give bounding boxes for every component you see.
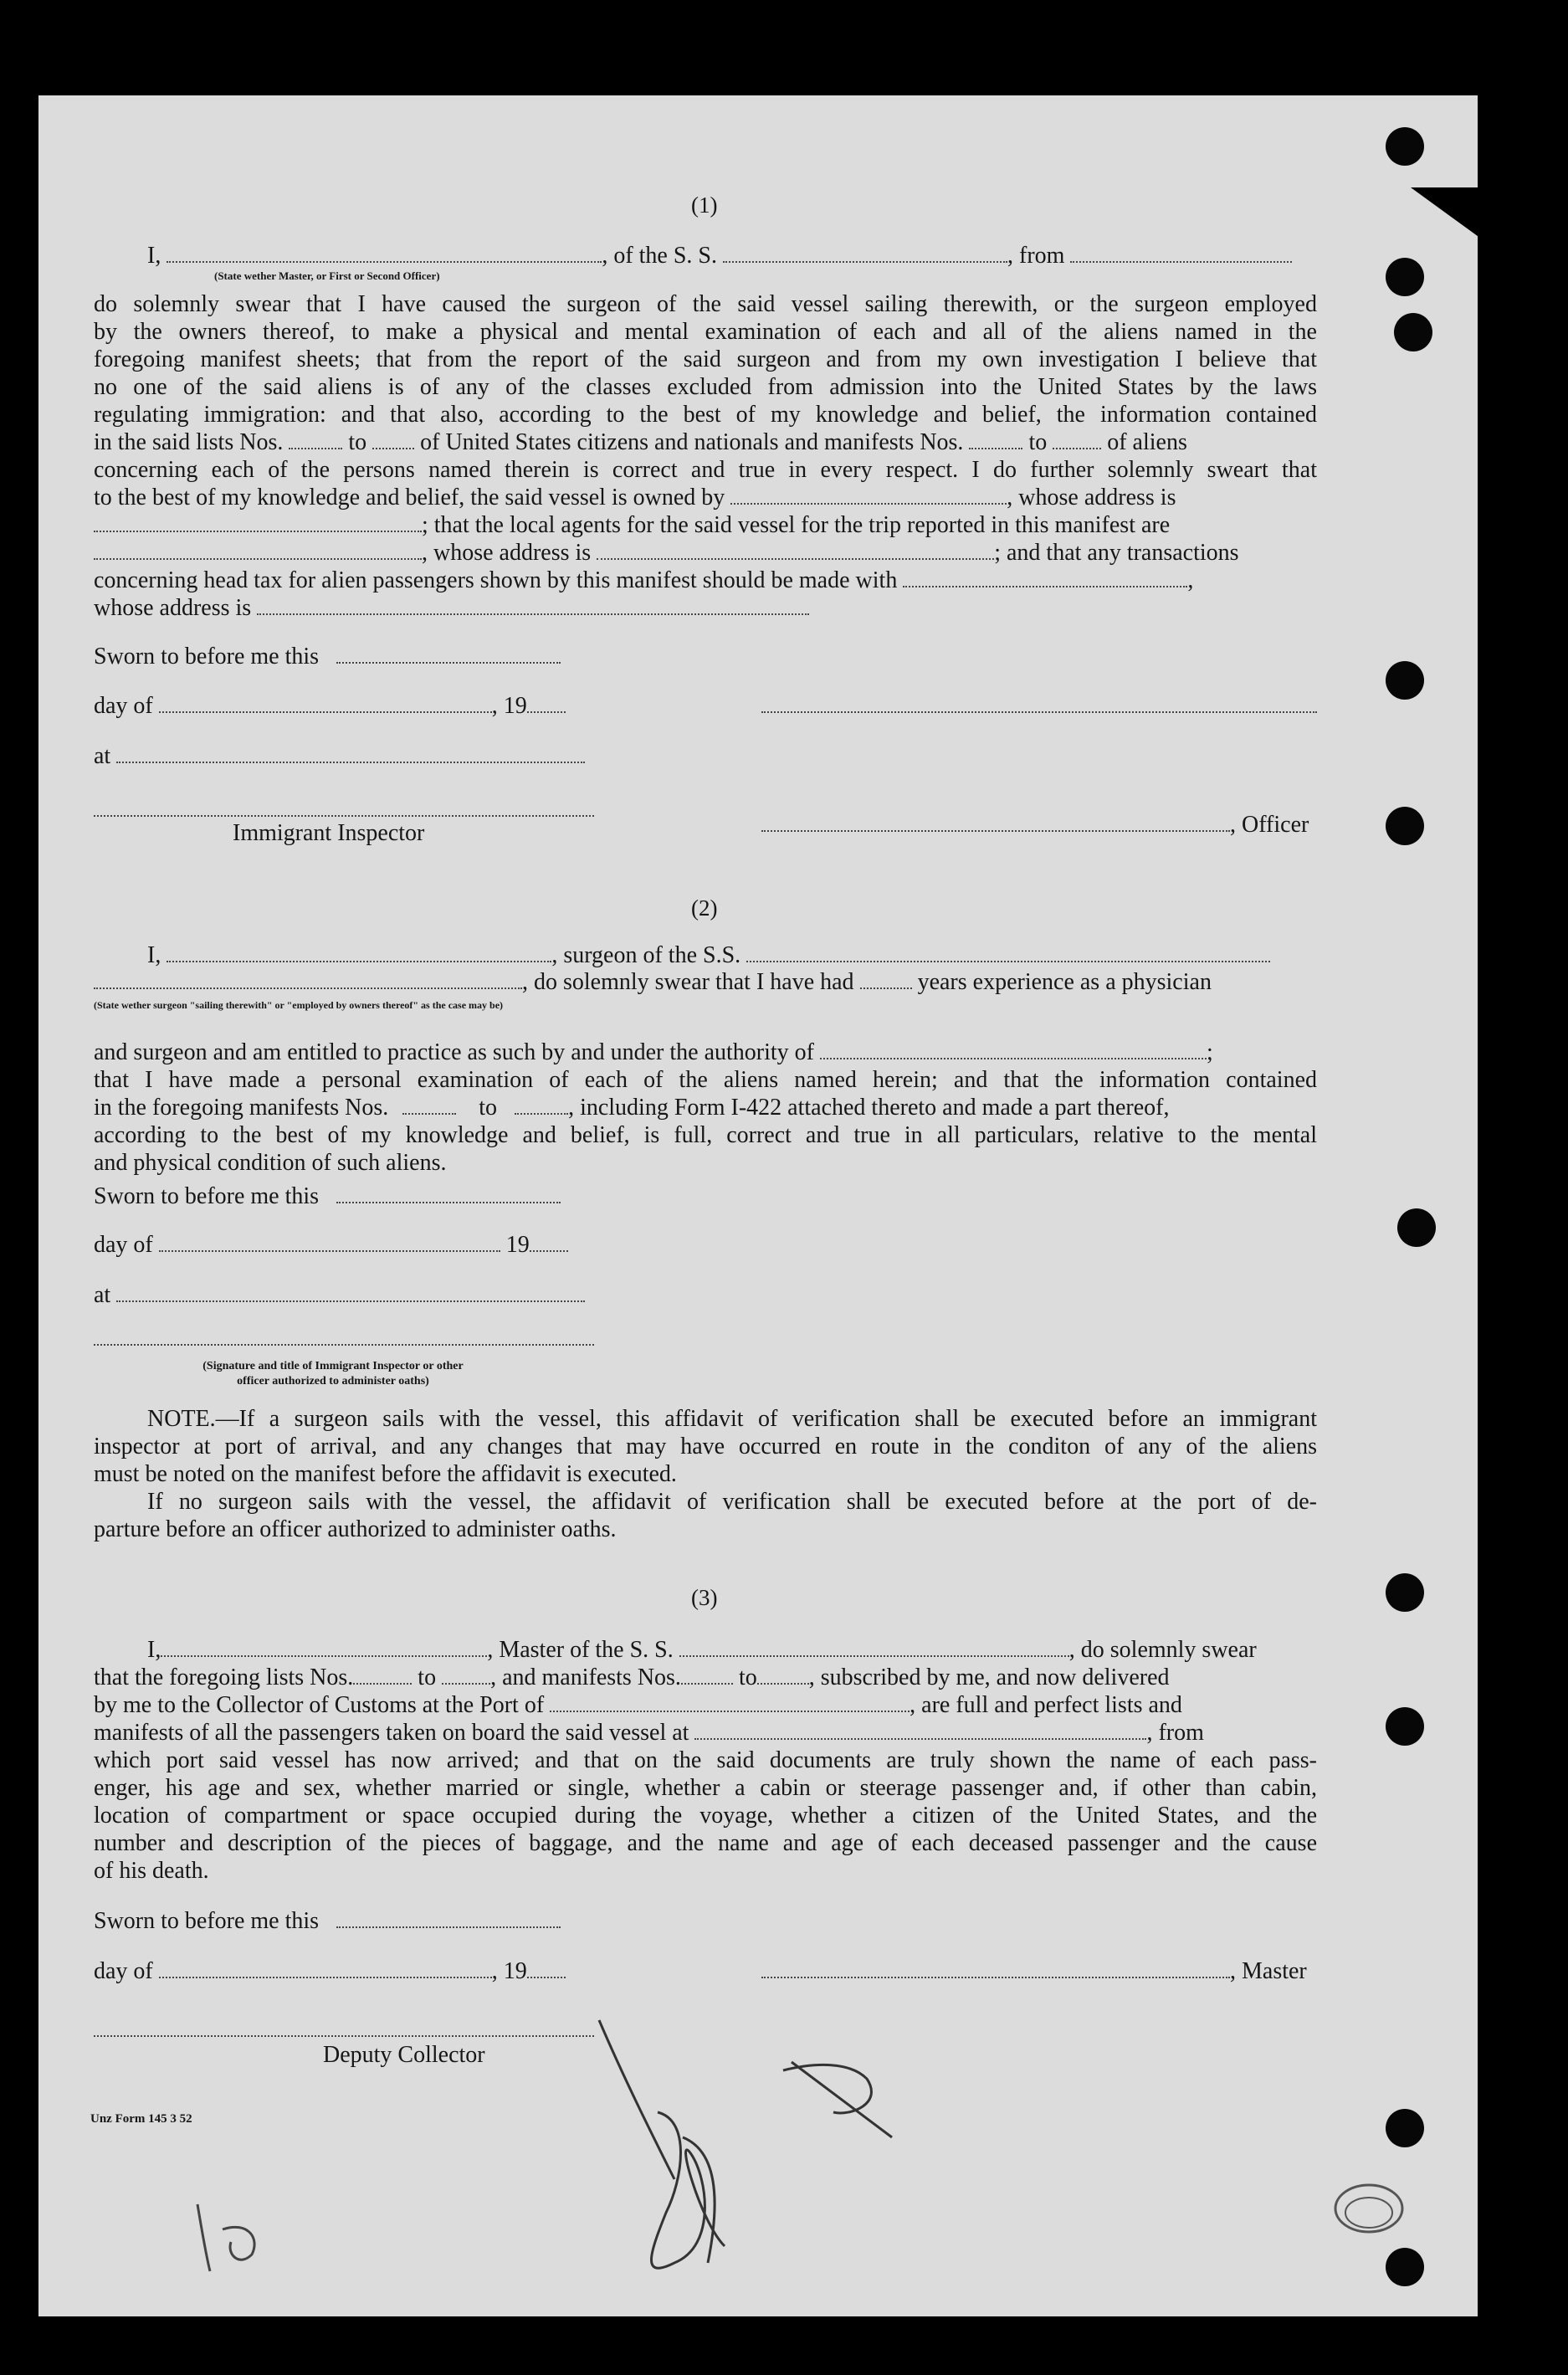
- officer-type-note: (State wether Master, or First or Second Officer): [214, 269, 440, 282]
- body-line: location of compartment or space occupied during the voyage, whether a citizen of the United States, and the: [94, 1803, 1317, 1829]
- year-blank[interactable]: [527, 693, 566, 713]
- master-vessel-blank[interactable]: [679, 1637, 1069, 1657]
- signature-note-line: officer authorized to administer oaths): [237, 1375, 429, 1388]
- text-year: , 19: [491, 693, 527, 719]
- text-to: to: [738, 1665, 757, 1690]
- head-tax-blank[interactable]: [903, 567, 1187, 587]
- text-to: to: [1028, 429, 1048, 455]
- signature-note: [157, 1359, 509, 1389]
- years-experience-line: [94, 969, 1212, 996]
- inspector-signature-blank[interactable]: [94, 797, 594, 817]
- manifest-to-blank[interactable]: [757, 1665, 809, 1685]
- folded-corner: [1411, 187, 1478, 254]
- text-at: at: [94, 743, 111, 769]
- officer-signature-blank[interactable]: [761, 693, 1317, 713]
- list-from-blank[interactable]: [353, 1665, 412, 1685]
- section-1-number: (1): [691, 192, 718, 218]
- body-line: according to the best of my knowledge and belief, is full, correct and true in all particulars, relative to the mental: [94, 1122, 1317, 1148]
- text-transactions: ; and that any transactions: [994, 540, 1239, 566]
- agents-address-blank[interactable]: [597, 540, 994, 560]
- master-line: [147, 1637, 1257, 1664]
- section-1-line-1: [147, 243, 1292, 269]
- text-of-ss: , of the S. S.: [602, 243, 718, 269]
- day-of-line-2: [94, 1232, 568, 1259]
- text-comma: ,: [1187, 567, 1194, 593]
- officer-name-blank[interactable]: [167, 243, 602, 263]
- manifest-from-blank[interactable]: [402, 1095, 456, 1115]
- body-line: enger, his age and sex, whether married or single, whether a cabin or steerage passenger and, if other than cabin,: [94, 1775, 1317, 1801]
- concerning-line: concerning each of the persons named therein is correct and true in every respect. I do further solemnly sweart that: [94, 457, 1317, 483]
- text-taken-on-board: manifests of all the passengers taken on board the said vessel at: [94, 1720, 689, 1746]
- sworn-line-1: [94, 644, 561, 670]
- text-owned-by: to the best of my knowledge and belief, the said vessel is owned by: [94, 485, 725, 510]
- port-line: [94, 1692, 1182, 1719]
- body-line: of his death.: [94, 1858, 209, 1884]
- body-line: by the owners thereof, to make a physical and mental examination of each and all of the aliens named in the: [94, 319, 1317, 345]
- text-sworn: Sworn to before me this: [94, 1908, 320, 1934]
- handwritten-mark: [181, 2196, 281, 2280]
- inspector-signature-line-2: [94, 1326, 594, 1352]
- text-to: to: [348, 429, 367, 455]
- deputy-collector-label: Deputy Collector: [323, 2042, 485, 2068]
- body-line: and physical condition of such aliens.: [94, 1150, 447, 1176]
- head-tax-address-blank[interactable]: [257, 595, 809, 615]
- text-do-solemnly-swear: , do solemnly swear: [1068, 1637, 1257, 1663]
- section-3-number: (3): [691, 1585, 718, 1610]
- master-name-blank[interactable]: [161, 1637, 487, 1657]
- text-master-of-ss: , Master of the S. S.: [487, 1637, 674, 1663]
- list-to-blank[interactable]: [372, 429, 414, 449]
- binder-hole: [1386, 661, 1424, 700]
- text-day-of: day of: [94, 1958, 153, 1984]
- form-number: Unz Form 145 3 52: [90, 2112, 192, 2126]
- month-blank[interactable]: [159, 693, 492, 713]
- section-3-lists-line: [94, 1665, 1170, 1691]
- at-place-blank[interactable]: [116, 743, 585, 763]
- binder-hole: [1394, 313, 1432, 351]
- agents-blank[interactable]: [94, 540, 422, 560]
- deputy-signature-blank[interactable]: [94, 2017, 594, 2037]
- text-head-tax: concerning head tax for alien passengers shown by this manifest should be made with: [94, 567, 898, 593]
- body-line: do solemnly swear that I have caused the surgeon of the said vessel sailing therewith, or the surgeon employed: [94, 291, 1317, 317]
- year-blank[interactable]: [527, 1958, 566, 1978]
- authority-line: [94, 1039, 1213, 1066]
- binder-hole: [1386, 1707, 1424, 1746]
- manifests-line: [94, 1095, 1169, 1121]
- surgeon-type-note: (State wether surgeon "sailing therewith" or "employed by owners thereof" as the case may be): [94, 999, 504, 1011]
- at-place-blank[interactable]: [116, 1282, 585, 1302]
- sworn-line-3: [94, 1908, 561, 1935]
- sworn-date-blank[interactable]: [336, 1183, 561, 1203]
- text-collector-port: by me to the Collector of Customs at the Port of: [94, 1692, 545, 1718]
- master-signature-line: [761, 1958, 1307, 1985]
- text-officer: , Officer: [1230, 812, 1309, 838]
- list-to-blank[interactable]: [442, 1665, 490, 1685]
- text-at: at: [94, 1282, 111, 1308]
- text-subscribed: , subscribed by me, and now delivered: [808, 1665, 1170, 1690]
- day-of-line-3: [94, 1958, 566, 1985]
- at-line-1: [94, 743, 585, 770]
- whose-address-line: [94, 540, 1239, 567]
- binder-hole: [1386, 1573, 1424, 1612]
- binder-hole: [1397, 1208, 1436, 1247]
- boarding-port-blank[interactable]: [694, 1720, 1146, 1740]
- master-signature-blank[interactable]: [761, 1958, 1230, 1978]
- text-whose-address: whose address is: [94, 595, 252, 621]
- body-line: regulating immigration: and that also, according to the best of my knowledge and belief, the information contained: [94, 402, 1317, 428]
- text-semicolon: ;: [1207, 1039, 1213, 1065]
- note-line: must be noted on the manifest before the affidavit is executed.: [94, 1461, 677, 1487]
- surgeon-type-blank[interactable]: [94, 969, 522, 989]
- head-tax-line: [94, 567, 1193, 594]
- text-day-of: day of: [94, 1232, 153, 1258]
- text-to: to: [418, 1665, 437, 1690]
- binder-hole: [1386, 2109, 1424, 2147]
- text-year: 19: [505, 1232, 530, 1258]
- text-i: I,: [147, 942, 161, 968]
- text-lists-nos: in the said lists Nos.: [94, 429, 284, 455]
- text-of-aliens: of aliens: [1107, 429, 1187, 455]
- handwritten-mark: [766, 2037, 917, 2154]
- text-from: , from: [1146, 1720, 1204, 1746]
- day-of-line-1: [94, 693, 566, 720]
- text-lists-nos: that the foregoing lists Nos.: [94, 1665, 354, 1690]
- list-from-blank[interactable]: [289, 429, 342, 449]
- text-manifests-nos: , and manifests Nos.: [490, 1665, 681, 1690]
- vessel-name-blank[interactable]: [723, 243, 1007, 263]
- text-master: , Master: [1230, 1958, 1307, 1984]
- text-year: , 19: [491, 1958, 527, 1984]
- body-line: number and description of the pieces of baggage, and the name and age of each deceased passenger and the cause: [94, 1830, 1317, 1856]
- text-day-of: day of: [94, 693, 153, 719]
- month-blank[interactable]: [159, 1958, 492, 1978]
- officer-title-blank[interactable]: [761, 812, 1230, 832]
- text-sworn: Sworn to before me this: [94, 1183, 320, 1209]
- text-surgeon-of-ss: , surgeon of the S.S.: [551, 942, 741, 968]
- text-sworn: Sworn to before me this: [94, 644, 320, 669]
- body-line: no one of the said aliens is of any of the classes excluded from admission into the United States by the laws: [94, 374, 1317, 400]
- lists-line: [94, 429, 1187, 456]
- text-i: I,: [147, 243, 161, 269]
- manifest-to-blank[interactable]: [1053, 429, 1101, 449]
- officer-signature-line-top: [761, 693, 1317, 720]
- board-line: [94, 1720, 1204, 1747]
- inspector-signature-blank[interactable]: [94, 1326, 594, 1346]
- sworn-date-blank[interactable]: [336, 644, 561, 664]
- address-line: [94, 595, 809, 622]
- text-years-experience: years experience as a physician: [917, 969, 1212, 995]
- exam-line: that I have made a personal examination of each of the aliens named herein; and that the information contained: [94, 1067, 1317, 1093]
- binder-hole: [1386, 258, 1424, 296]
- section-2-number: (2): [691, 895, 718, 921]
- year-blank[interactable]: [530, 1232, 568, 1252]
- manifest-from-blank[interactable]: [681, 1665, 733, 1685]
- authority-blank[interactable]: [820, 1039, 1207, 1059]
- month-blank[interactable]: [159, 1232, 500, 1252]
- text-local-agents: ; that the local agents for the said vessel for the trip reported in this manifest are: [422, 512, 1171, 538]
- manifest-from-blank[interactable]: [969, 429, 1022, 449]
- note-line: parture before an officer authorized to administer oaths.: [94, 1516, 617, 1542]
- sworn-date-blank[interactable]: [336, 1908, 561, 1928]
- text-i: I,: [147, 1637, 161, 1663]
- owner-address-blank[interactable]: [94, 512, 422, 532]
- years-blank[interactable]: [860, 969, 912, 989]
- manifest-to-blank[interactable]: [515, 1095, 568, 1115]
- text-to: to: [479, 1095, 498, 1121]
- agents-line: [94, 512, 1170, 539]
- note-line: NOTE.—If a surgeon sails with the vessel, this affidavit of verification shall be executed before an immigrant: [147, 1406, 1317, 1432]
- note-line: inspector at port of arrival, and any changes that may have occurred en route in the conditon of any of the aliens: [94, 1434, 1317, 1459]
- text-full-and-perfect: , are full and perfect lists and: [910, 1692, 1182, 1718]
- manifest-affidavit-page: [38, 95, 1478, 2316]
- signature-note-line: (Signature and title of Immigrant Inspector or other: [202, 1360, 464, 1372]
- text-from: , from: [1007, 243, 1065, 269]
- binder-hole: [1386, 2248, 1424, 2286]
- officer-line: [761, 812, 1309, 839]
- surgeon-vessel-blank[interactable]: [746, 942, 1270, 962]
- sworn-line-2: [94, 1183, 561, 1210]
- owned-line: [94, 485, 1176, 511]
- text-form-i422: , including Form I-422 attached thereto and made a part thereof,: [568, 1095, 1170, 1121]
- deputy-signature-line: [94, 2017, 594, 2044]
- from-port-blank[interactable]: [1070, 243, 1292, 263]
- binder-hole: [1386, 807, 1424, 845]
- body-line: which port said vessel has now arrived; and that on the said documents are truly shown the name of each pass-: [94, 1747, 1317, 1773]
- surgeon-line: [147, 942, 1270, 969]
- text-manifests-nos: in the foregoing manifests Nos.: [94, 1095, 389, 1121]
- text-citizens: of United States citizens and nationals and manifests Nos.: [420, 429, 964, 455]
- text-whose-address: , whose address is: [1007, 485, 1176, 510]
- note-line: If no surgeon sails with the vessel, the affidavit of verification shall be executed before at the port of de-: [147, 1489, 1317, 1515]
- binder-hole: [1386, 127, 1424, 166]
- body-line: foregoing manifest sheets; that from the report of the said surgeon and from my own investigation I believe that: [94, 346, 1317, 372]
- port-blank[interactable]: [550, 1692, 910, 1712]
- owner-blank[interactable]: [730, 485, 1007, 505]
- text-whose-address: , whose address is: [422, 540, 592, 566]
- text-solemnly-swear: , do solemnly swear that I have had: [522, 969, 854, 995]
- at-line-2: [94, 1282, 585, 1309]
- text-authority: and surgeon and am entitled to practice as such by and under the authority of: [94, 1039, 814, 1065]
- surgeon-name-blank[interactable]: [167, 942, 551, 962]
- immigrant-inspector-label: Immigrant Inspector: [233, 820, 425, 846]
